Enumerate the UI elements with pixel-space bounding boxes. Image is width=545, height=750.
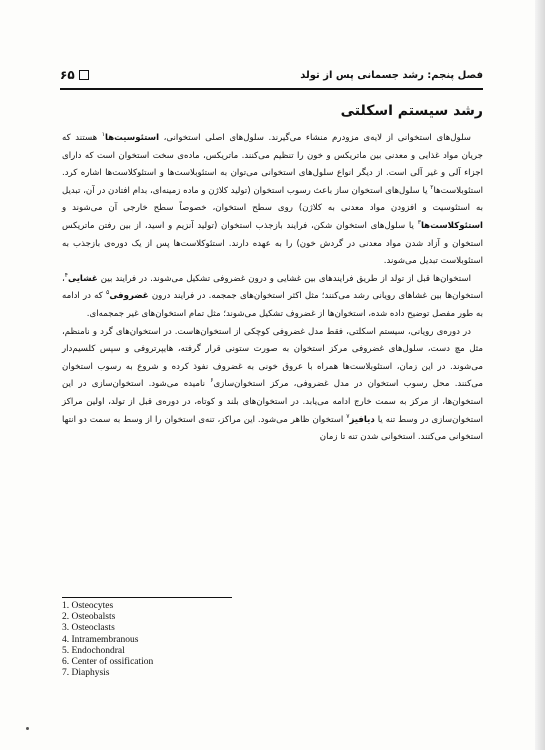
footnote-ref: ۴: [64, 271, 69, 279]
chapter-title: فصل پنجم: رشد جسمانی پس از تولد: [300, 70, 483, 81]
term-osteocytes: استئوسیت‌ها: [104, 133, 160, 143]
text-run: استخوان ظاهر می‌شود. این مراکز، تنه‌ی استخوان را از وسط به سمت دو انتها استخوانی می‌کنند. استخوانی شدن تنه تا زمان: [62, 414, 483, 443]
footnote-ref: ۶: [210, 377, 214, 385]
term-intramembranous: غشایی: [68, 273, 98, 284]
footnote-ref: ۱: [101, 131, 105, 139]
footnote-item: 7. Diaphysis: [62, 668, 110, 679]
body-text: [62, 130, 483, 447]
text-run: یا سلول‌های استخوان ساز باعث رسوب استخوان (تولید کلاژن و ماده زمینه‌ای، بدام افتادن در آن، تبدیل به استئوسیت و افزودن مواد معدنی به کلاژن) روی سطح استخوان، خصوصاً سطح خارجی آن می‌شوند و: [61, 185, 483, 214]
footnote-ref: ۳: [417, 219, 421, 227]
footnote-item: 6. Center of ossification: [62, 657, 154, 668]
footnote-item: 2. Osteobalsts: [62, 612, 116, 623]
text-run: نامیده می‌شود. استخوان‌سازی در این استخوان‌ها، از مرکز به سمت خارج ادامه می‌یابد. در استخوان‌های بلند و کوتاه، در دوره‌ی قبل از تولد، اولین مراکز استخوان‌سازی در وسط تنه یا: [62, 379, 483, 425]
footnote-item: 1. Osteocytes: [62, 601, 114, 611]
text-run: استخوان‌ها قبل از تولد از طریق فرایندهای بین غشایی و درون غضروفی تشکیل می‌شوند. در فرایند بین: [97, 273, 471, 284]
paragraph-2: [62, 271, 483, 324]
section-title: رشد سیستم اسکلتی: [340, 103, 483, 119]
footnote-item: 4. Intramembranous: [62, 634, 139, 645]
page-number: ۶۵: [60, 68, 75, 82]
running-header: [60, 58, 483, 90]
term-endochondral: غضروفی: [109, 291, 149, 302]
square-icon: [79, 70, 89, 80]
footnote-item: 3. Osteoclasts: [62, 623, 115, 634]
footnote-item: 5. Endochondral: [62, 645, 125, 656]
term-diaphysis: دیافیز: [349, 414, 375, 425]
page-edge-shadow: [535, 0, 545, 750]
scan-mark-icon: [26, 727, 29, 730]
text-run: یا سلول‌های استخوان شکن، فرایند بازجذب استخوان (تولید آنزیم و اسید، از بین رفتن ماتریکس استخوان و آزاد شدن مواد معدنی در گردش خون) را به عهده دارند. استئوکلاست‌ها پس از یک دوره‌ی بازجذب به استئوبلاست تبدیل می‌شوند.: [62, 220, 483, 267]
text-run: هستند که جریان مواد غذایی و معدنی بین ماتریکس و خون را تنظیم می‌کنند. ماتریکس، ماده‌ی سخت استخوان است که دارای اجزاء آلی و غیر آلی است. از دیگر انواع سلول‌های استخوانی می‌توان به استئوبلاست‌ها و استئوکلاست‌ها اشاره کرد. استئوبلاست‌ها: [62, 133, 483, 196]
term-osteoclasts: استئوکلاست‌ها: [420, 220, 483, 231]
text-run: سلول‌های استخوانی از لایه‌ی مزودرم منشاء می‌گیرند. سلول‌های اصلی استخوانی،: [159, 133, 471, 143]
footnote-ref: ۲: [430, 183, 434, 191]
paragraph-1: [62, 130, 483, 271]
footnote-ref: ۵: [106, 289, 110, 297]
text-run: ، استخوان‌ها بین غشاهای رویانی رشد می‌کنند؛ مثل اکثر استخوان‌های جمجمه. در فرایند درون: [62, 273, 483, 302]
footnotes-list: [62, 601, 153, 679]
paragraph-3: [62, 324, 483, 447]
text-run: در دوره‌ی رویانی، سیستم اسکلتی، فقط مدل غضروفی کوچکی از استخوان‌هاست. در استخوان‌های گرد و نامنظم، مثل مچ دست، سلول‌های غضروفی مرکز استخوان به صورت ستونی قرار گرفته، هایپرتروفی و سپس کلسیم‌دار می‌شوند. در این زمان، استئوبلاست‌ها همراه با عروق خونی به غضروف نفوذ کرده و شروع به رسوب استخوان می‌کنند. محل رسوب استخوان در مدل غضروفی، مرکز استخوان‌سازی: [62, 326, 483, 390]
page-number-block: [60, 68, 89, 82]
text-run: که در ادامه به طور مفصل توضیح داده شده، استخوان‌ها از غضروف تشکیل می‌شوند؛ مثل تمام استخوان‌های غیر جمجمه‌ای.: [62, 291, 483, 319]
footnote-ref: ۷: [346, 412, 350, 420]
footnote-divider: [62, 597, 232, 598]
